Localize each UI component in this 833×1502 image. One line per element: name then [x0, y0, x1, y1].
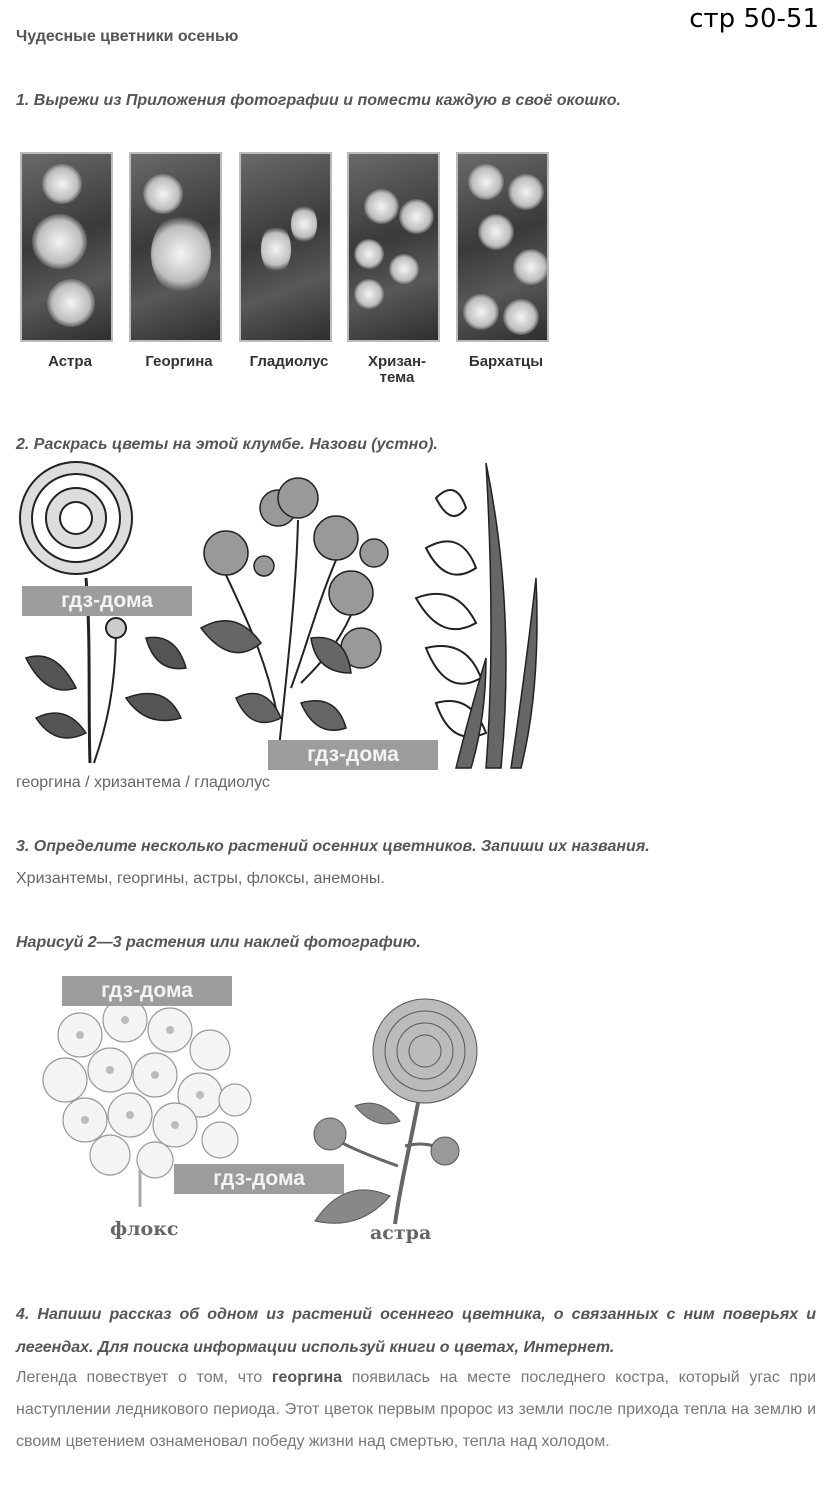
photo-chrysanthemum	[347, 152, 440, 342]
photo-marigold	[456, 152, 549, 342]
photo-label-gladiolus: Гладиолус	[249, 353, 329, 370]
task-2-heading: 2. Раскрась цветы на этой клумбе. Назови (устно).	[16, 436, 438, 453]
page-title: Чудесные цветники осенью	[16, 28, 239, 45]
story-text-end: появилась на месте последнего костра, который угас при наступлении ледникового периода. Этот цветок первым пророс из земли после прихода тепла на землю и своим цветением ознаменовал победу жизни над смертью, тепла над холодом.	[16, 1369, 817, 1450]
photo-gladiolus	[239, 152, 332, 342]
caption-phlox: флокс	[110, 1218, 179, 1240]
watermark: гдз-дома	[174, 1164, 344, 1194]
task-4-heading: 4. Напиши рассказ об одном из растений осеннего цветника, о связанных с ним поверьях и легендах. Для поиска информации используй книги о цветах, Интернет.	[16, 1306, 816, 1356]
caption-aster: астра	[370, 1222, 432, 1244]
watermark: гдз-дома	[268, 740, 438, 770]
watermark: гдз-дома	[22, 586, 192, 616]
story-highlight: георгина	[271, 1369, 343, 1386]
photo-label-astra: Астра	[48, 353, 92, 370]
task-1-heading: 1. Вырежи из Приложения фотографии и помести каждую в своё окошко.	[16, 92, 621, 109]
answer-3: Хризантемы, георгины, астры, флоксы, анемоны.	[16, 870, 385, 887]
photo-label-marigold: Бархатцы	[468, 353, 544, 370]
photo-georgina	[129, 152, 222, 342]
photo-label-georgina: Георгина	[145, 353, 213, 370]
photo-astra	[20, 152, 113, 342]
task-3-heading: 3. Определите несколько растений осенних цветников. Запиши их названия.	[16, 838, 650, 855]
story-text	[16, 1362, 816, 1458]
story-text-start: Легенда повествует о том, что	[16, 1369, 272, 1386]
photo-label-chrysanthemum: Хризан- тема	[367, 353, 427, 386]
task-3b-heading: Нарисуй 2—3 растения или наклей фотографию.	[16, 934, 421, 951]
watermark: гдз-дома	[62, 976, 232, 1006]
answer-2: георгина / хризантема / гладиолус	[16, 774, 270, 791]
page-number: стр 50-51	[689, 4, 819, 34]
